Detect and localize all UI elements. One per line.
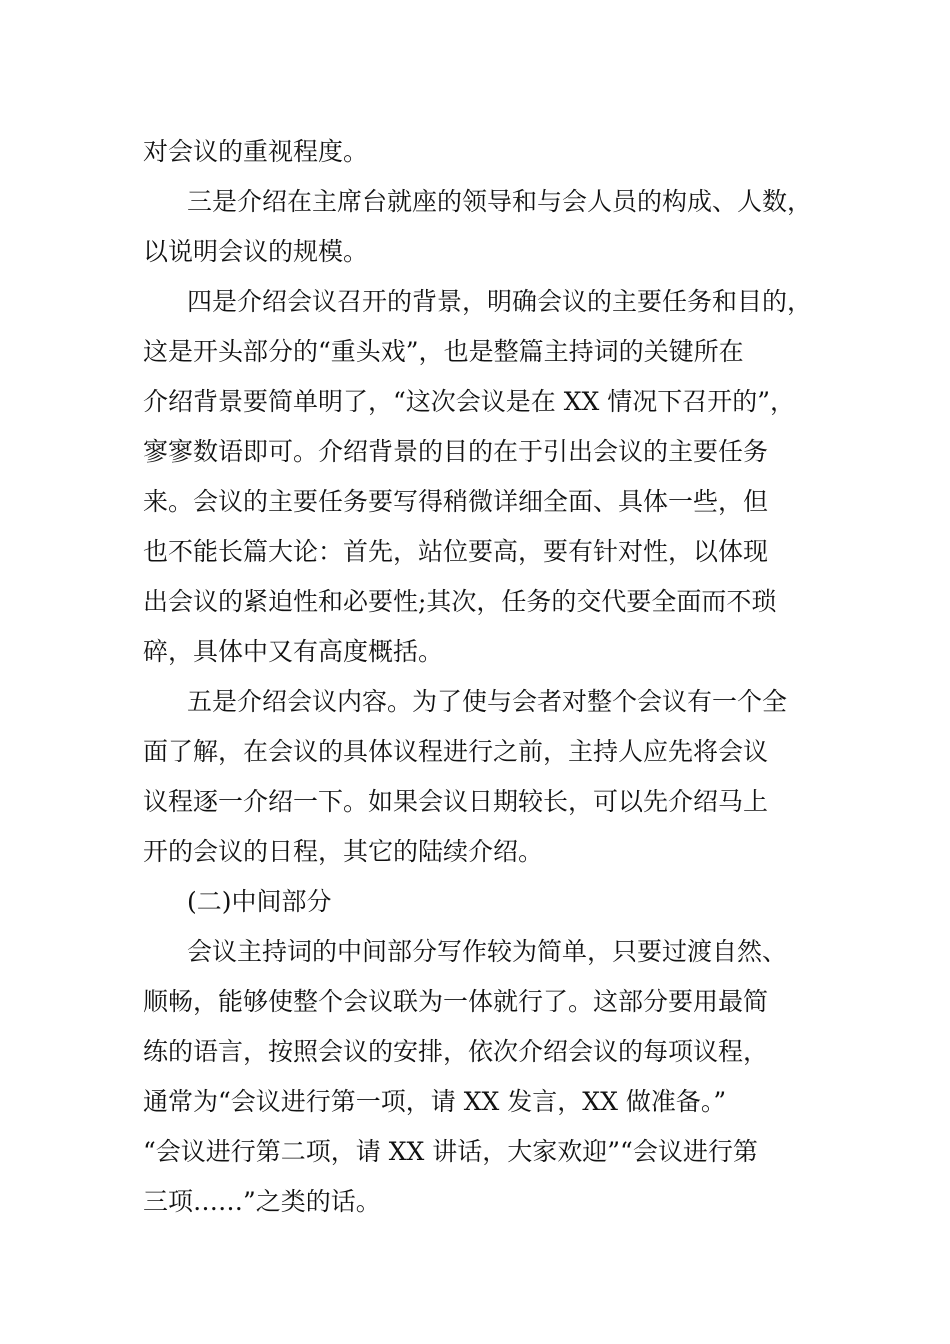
text-line: 来。会议的主要任务要写得稍微详细全面、具体一些，但: [143, 487, 769, 516]
text-line: 练的语言，按照会议的安排，依次介绍会议的每项议程，: [143, 1037, 769, 1066]
text-line: 三是介绍在主席台就座的领导和与会人员的构成、人数，: [187, 187, 813, 216]
text-line: 开的会议的日程，其它的陆续介绍。: [143, 837, 544, 866]
text-line: 顺畅，能够使整个会议联为一体就行了。这部分要用最简: [143, 987, 769, 1016]
text-line: 面了解，在会议的具体议程进行之前，主持人应先将会议: [143, 737, 769, 766]
text-line: 四是介绍会议召开的背景，明确会议的主要任务和目的，: [187, 287, 813, 316]
text-line: 会议主持词的中间部分写作较为简单，只要过渡自然、: [187, 937, 788, 966]
text-line: 五是介绍会议内容。为了使与会者对整个会议有一个全: [187, 687, 788, 716]
text-line: 也不能长篇大论：首先，站位要高，要有针对性，以体现: [143, 537, 769, 566]
section-heading: (二)中间部分: [187, 887, 332, 916]
text-line: 通常为“会议进行第一项，请 XX 发言，XX 做准备。”: [143, 1087, 727, 1116]
text-line: 对会议的重视程度。: [143, 137, 369, 166]
text-line: 三项……”之类的话。: [143, 1187, 381, 1216]
text-line: 介绍背景要简单明了，“这次会议是在 XX 情况下召开的”，: [143, 387, 796, 416]
text-line: 寥寥数语即可。介绍背景的目的在于引出会议的主要任务: [143, 437, 769, 466]
text-line: “会议进行第二项，请 XX 讲话，大家欢迎”“会议进行第: [143, 1137, 758, 1166]
text-line: 议程逐一介绍一下。如果会议日期较长，可以先介绍马上: [143, 787, 769, 816]
text-line: 这是开头部分的“重头戏”，也是整篇主持词的关键所在: [143, 337, 744, 366]
text-line: 碎，具体中又有高度概括。: [143, 637, 444, 666]
text-line: 以说明会议的规模。: [143, 237, 369, 266]
text-line: 出会议的紧迫性和必要性;其次，任务的交代要全面而不琐: [143, 587, 777, 616]
